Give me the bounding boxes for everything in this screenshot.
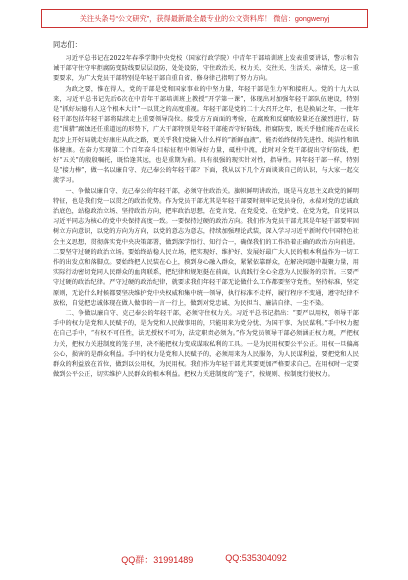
promo-banner: 关注头条号“公文研究”，获得最新最全最专业的公文资料库！ 微信：gongwenyj	[41, 9, 368, 28]
paragraph-power: 二、争做以廉自守、克己奉公的年轻干部，必须守住权力关。习近平总书记指出：“要严以用权，领导干部手中的权力是党和人民赋予的，是为党和人民做事用的，只能用来为党分忧、为国干事、为民谋利。”手中权力握在自己手中，“有权不可任性，法无授权不可为，法定职责必须为。”作为党员领导干部必须涵正权力观，严把权力关，把权力关进制度的笼子里，决不能把权力变成谋取私利的工具。一是为民用权要公平公正。用权一旦偏离公心，损害的是群众利益。手中的权力是党和人民赋予的，必须用来为人民服务，为人民谋利益，要把党和人民群众的利益放在首位，做到以公用权，为民用权。我们作为年轻干部尤其要更加严格要求自己，在用权时一定要做到公平公正，切实维护人民群众的根本利益。把权力关进制度的“笼子”，按规则、按制度行使权力。	[53, 310, 359, 379]
footer-qq-group: QQ群：31991489	[121, 555, 194, 565]
greeting: 同志们：	[53, 40, 82, 49]
footer-qq-number: QQ:535304092	[225, 553, 287, 563]
paragraph-intro: 习近平总书记在2022年春季学期中央党校（国家行政学院）中青年干部培训班上发表重要讲话，警示和告诫干部守住守牢拒腐防变防线要层层设防，处处设防，守住政治关、权力关、交往关、生活关、亲情关，这一重要要求，为广大党员干部特别是年轻干部自重自省、修身律己指明了努力方向。	[53, 55, 359, 83]
paragraph-political: 一、争做以廉自守、克己奉公的年轻干部，必须守住政治关。旗帜鲜明讲政治，既是马克思主义政党的鲜明特征，也是我们党一以贯之的政治优势。作为党员干部尤其是年轻干部要时刻牢记党员身份，永葆对党的忠诚政治底色，站稳政治立场、坚持政治方向，把牢政治思想，在党言党、在党爱党、在党护党、在党为党，自觉同以习近平同志为核心的党中央保持高度一致。一要保持过硬的政治方向。我们作为党员干部尤其是年轻干部要牢固树立方向意识，以党的方向为方向，以党的意志为意志，持续加强理论武装，深入学习习近平新时代中国特色社会主义思想，贯彻落实党中央决策部署，做到深学悟行、知行合一，确保我们的工作沿着正确的政治方向前进。二要坚守过硬的政治立场。要始终站稳人民立场，把实现好、维护好、发展好最广大人民的根本利益作为一切工作的出发点和落脚点。要始终把人民装在心上，摸到身心融入群众，紧紧依靠群众，在解决问题中凝聚力量，用实际行动密切党同人民群众的血肉联系，把纪律和规矩挺在前面，认真践行全心全意为人民服务的宗旨。三要严守过硬的政治纪律。严守过硬的政治纪律，就要求我们年轻干部无论做什么工作都要坚守党性，坚持标准，坚定原则，无论什么时候都要坚决维护党中央权威和集中统一领导，执行标准不走样，履行程序不变通，遵守纪律不放松，自觉把忠诚体现在做人做事的一言一行上，做到对党忠诚、为民担当、廉洁自律、一尘不染。	[53, 187, 359, 307]
document-body	[53, 40, 359, 381]
paragraph-context: 为政之要，惟在得人，党的干部是党和国家事业的中坚力量，年轻干部是生力军和接班人。党的十九大以来，习近平总书记先后6次在中青年干部培训班上教授“开学第一课”，体现出对加强年轻干部队伍建设，特别是“抓好坛德有人这个根本大计”一以贯之的高度重视。年轻干部是党的二十大召开之年，也是换届之年，一批年轻干部包括年轻干部将陆续走上重要领导岗位。接受方方面面的考验，在腐败和反腐败较量还在激烈进行，防范“围猎”腐蚀还任重道远的形势下，广大干部特别是年轻干部能否守好防线，拒腐防变，既关乎他们能否在成长起步上开好局就走好康庄从政之路，更关乎我们党输入什么样的“新鲜血液”，能否始终保持先进性、纯洁性和肌体健康。在奋力实现第二个百年奋斗目标征程中领导好力量，砥柱中流，此时对全党干部提出守好防线，把好“五关”的殷殷嘱托，既恰逢其远，也是重期为前。具有很强的现实针对性，指导性。同年轻干部一样，特别是“接力棒”，做一名以廉自守、克己奉公的年轻干部？下面，我从以下几个方面谈谈自己的认识，与大家一起交流学习。	[53, 85, 359, 185]
footer-contacts	[0, 553, 408, 566]
